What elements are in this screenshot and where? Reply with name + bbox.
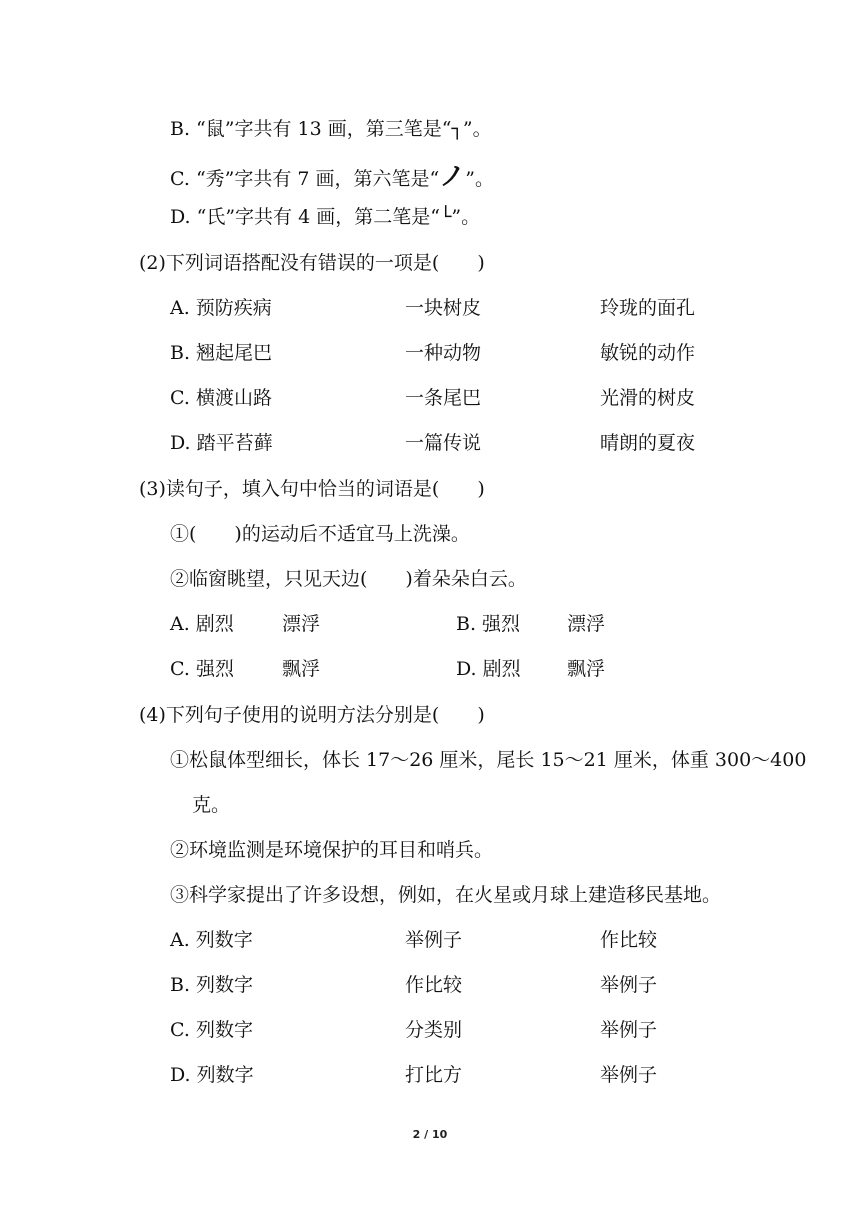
q2-row-d-label: D. 踏平苔藓 bbox=[170, 432, 273, 454]
q4-row-b-col3: 举例子 bbox=[600, 974, 658, 996]
q2-row-b-col2: 一种动物 bbox=[405, 342, 482, 364]
q4-row-d-col3: 举例子 bbox=[600, 1064, 658, 1086]
q3-option-c-1: C. 强烈 bbox=[170, 658, 234, 680]
q3-option-a-2: 漂浮 bbox=[282, 613, 321, 635]
q1-option-c-suffix: ”。 bbox=[465, 168, 494, 190]
q1-option-b: B. “鼠”字共有 13 画，第三笔是“┐”。 bbox=[170, 118, 492, 140]
q3-sentence-2: ②临窗眺望，只见天边( )着朵朵白云。 bbox=[170, 568, 527, 590]
q4-row-a-col3: 作比较 bbox=[600, 929, 658, 951]
q4-row-c-col2: 分类别 bbox=[405, 1019, 463, 1041]
q1-option-c-prefix: C. “秀”字共有 7 画，第六笔是“ bbox=[170, 168, 440, 190]
q2-stem: (2)下列词语搭配没有错误的一项是( ) bbox=[139, 252, 485, 274]
q3-option-a-1: A. 剧烈 bbox=[170, 613, 234, 635]
q2-row-d-col2: 一篇传说 bbox=[405, 432, 482, 454]
q2-row-d-col3: 晴朗的夏夜 bbox=[600, 432, 696, 454]
q2-row-c-col3: 光滑的树皮 bbox=[600, 387, 696, 409]
q4-row-d-label: D. 列数字 bbox=[170, 1064, 254, 1086]
q3-stem: (3)读句子，填入句中恰当的词语是( ) bbox=[139, 478, 485, 500]
q4-sentence-1: ①松鼠体型细长，体长 17～26 厘米，尾长 15～21 厘米，体重 300～400 bbox=[170, 749, 807, 771]
q4-row-d-col2: 打比方 bbox=[405, 1064, 463, 1086]
q4-row-b-col2: 作比较 bbox=[405, 974, 463, 996]
q4-row-c-col3: 举例子 bbox=[600, 1019, 658, 1041]
q3-option-c-2: 飘浮 bbox=[282, 658, 321, 680]
q1-option-d: D. “氏”字共有 4 画，第二笔是“└”。 bbox=[170, 206, 481, 228]
q2-row-b-col3: 敏锐的动作 bbox=[600, 342, 696, 364]
q4-row-a-col2: 举例子 bbox=[405, 929, 463, 951]
q1-option-c bbox=[170, 162, 494, 192]
q3-option-b-2: 漂浮 bbox=[567, 613, 606, 635]
q2-row-a-label: A. 预防疾病 bbox=[170, 297, 272, 319]
q4-row-b-label: B. 列数字 bbox=[170, 974, 254, 996]
q4-sentence-1-cont: 克。 bbox=[192, 794, 231, 816]
q2-row-b-label: B. 翘起尾巴 bbox=[170, 342, 273, 364]
q3-option-d-2: 飘浮 bbox=[567, 658, 606, 680]
q2-row-a-col2: 一块树皮 bbox=[405, 297, 482, 319]
q3-sentence-1: ①( )的运动后不适宜马上洗澡。 bbox=[170, 523, 470, 545]
q3-option-d-1: D. 剧烈 bbox=[456, 658, 521, 680]
q4-row-c-label: C. 列数字 bbox=[170, 1019, 253, 1041]
q4-row-a-label: A. 列数字 bbox=[170, 929, 253, 951]
page-number: 2 / 10 bbox=[412, 1128, 448, 1141]
q4-sentence-2: ②环境监测是环境保护的耳目和哨兵。 bbox=[170, 839, 494, 861]
q3-option-b-1: B. 强烈 bbox=[456, 613, 521, 635]
q2-row-a-col3: 玲珑的面孔 bbox=[600, 297, 696, 319]
stroke-glyph: ノ bbox=[439, 162, 466, 192]
q4-stem: (4)下列句子使用的说明方法分别是( ) bbox=[139, 704, 485, 726]
q2-row-c-col2: 一条尾巴 bbox=[405, 387, 482, 409]
q4-sentence-3: ③科学家提出了许多设想，例如，在火星或月球上建造移民基地。 bbox=[170, 884, 722, 906]
q2-row-c-label: C. 横渡山路 bbox=[170, 387, 272, 409]
